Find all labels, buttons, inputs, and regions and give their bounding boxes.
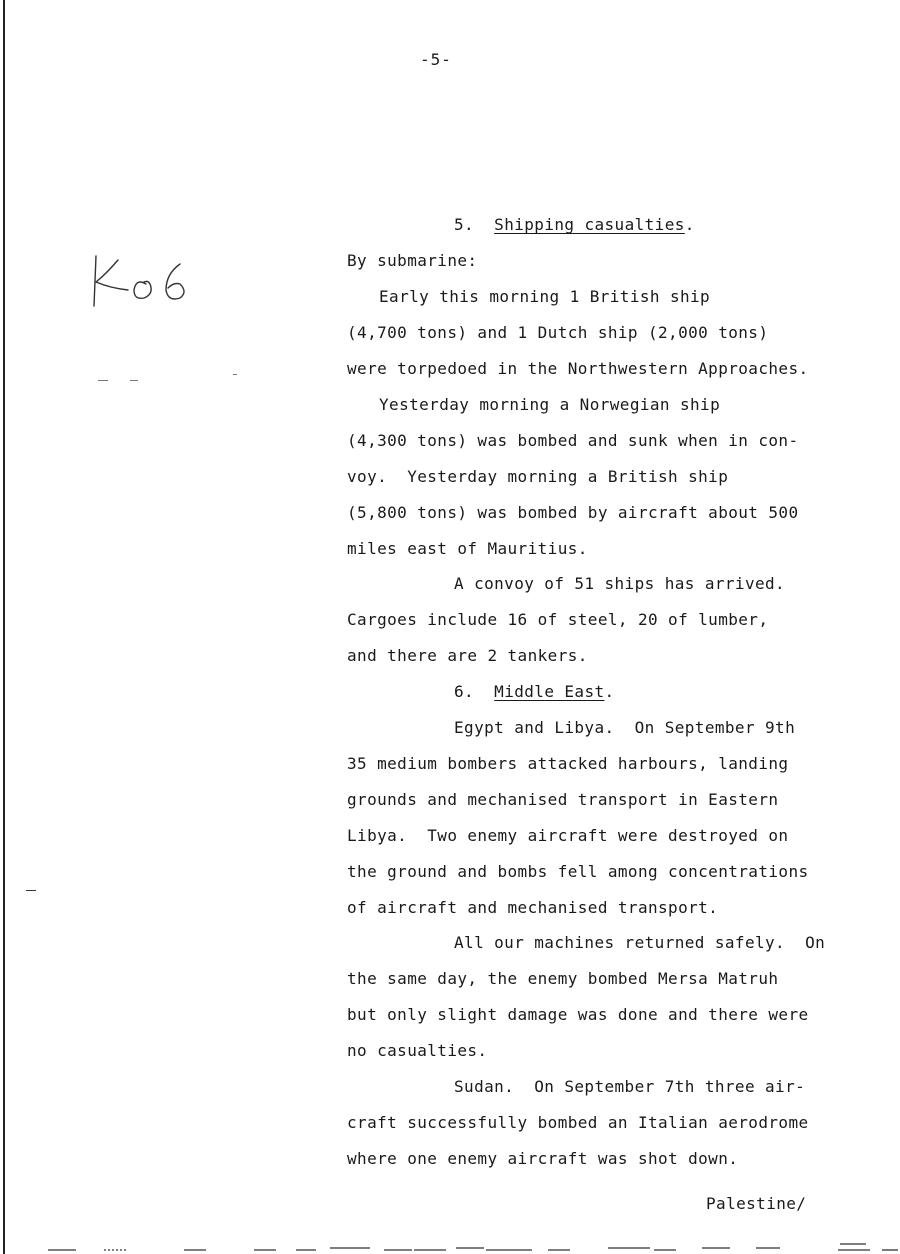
section-6-period: .: [604, 682, 615, 701]
text-line: Early this morning 1 British ship: [379, 287, 711, 306]
section-6-heading: [454, 682, 615, 702]
margin-mark: [130, 380, 138, 381]
text-line: (4,300 tons) was bombed and sunk when in con-: [347, 431, 799, 450]
text-line: A convoy of 51 ships has arrived.: [454, 574, 786, 593]
section-5-number: 5.: [454, 215, 475, 234]
text-line: where one enemy aircraft was shot down.: [347, 1149, 739, 1168]
text-line: All our machines returned safely. On: [454, 933, 826, 952]
section-6-number: 6.: [454, 682, 475, 701]
text-line: were torpedoed in the Northwestern Approaches.: [347, 359, 809, 378]
page-number: -5-: [420, 50, 452, 69]
catchword: Palestine/: [706, 1194, 807, 1213]
by-submarine-label: By submarine:: [347, 251, 478, 270]
margin-mark: [26, 890, 36, 891]
text-line: Yesterday morning a Norwegian ship: [379, 395, 721, 414]
text-line: no casualties.: [347, 1041, 488, 1060]
margin-mark: [98, 380, 108, 381]
text-line: miles east of Mauritius.: [347, 539, 588, 558]
text-line: Libya. Two enemy aircraft were destroyed on: [347, 826, 789, 845]
section-5-title: Shipping casualties: [494, 215, 685, 234]
bottom-edge-marks: [0, 1238, 900, 1254]
text-line: Sudan. On September 7th three air-: [454, 1077, 806, 1096]
text-line: the same day, the enemy bombed Mersa Matruh: [347, 969, 779, 988]
margin-mark: [233, 374, 237, 375]
section-5-period: .: [684, 215, 695, 234]
section-6-title: Middle East: [494, 682, 605, 701]
text-line: but only slight damage was done and there were: [347, 1005, 809, 1024]
text-line: 35 medium bombers attacked harbours, landing: [347, 754, 789, 773]
text-line: (4,700 tons) and 1 Dutch ship (2,000 tons): [347, 323, 769, 342]
text-line: voy. Yesterday morning a British ship: [347, 467, 729, 486]
text-line: craft successfully bombed an Italian aerodrome: [347, 1113, 809, 1132]
section-5-heading: [454, 215, 695, 235]
text-line: (5,800 tons) was bombed by aircraft about 500: [347, 503, 799, 522]
text-line: the ground and bombs fell among concentrations: [347, 862, 809, 881]
text-line: and there are 2 tankers.: [347, 646, 588, 665]
text-line: grounds and mechanised transport in Eastern: [347, 790, 779, 809]
page-edge-line: [3, 0, 5, 1254]
handwritten-k06-signature: [88, 248, 198, 318]
text-line: Cargoes include 16 of steel, 20 of lumber,: [347, 610, 769, 629]
handwritten-margin-note: [88, 248, 198, 322]
text-line: Egypt and Libya. On September 9th: [454, 718, 796, 737]
text-line: of aircraft and mechanised transport.: [347, 898, 719, 917]
